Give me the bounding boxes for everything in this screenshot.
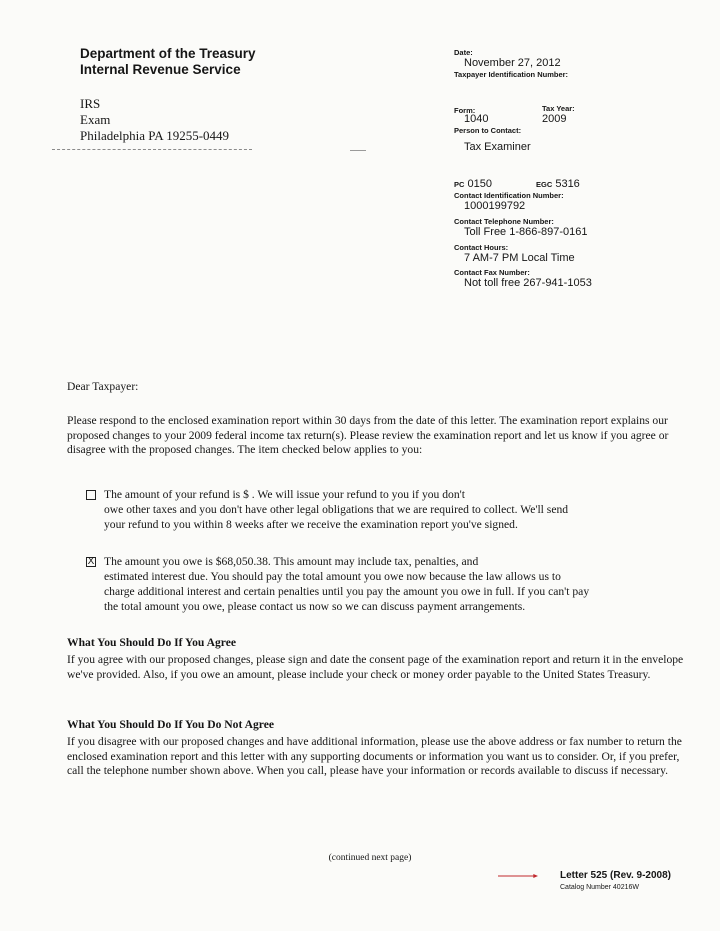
phone-label: Contact Telephone Number: (454, 217, 554, 226)
intro-text: Please respond to the enclosed examination report within 30 days from the date of this letter. The examination report explains our proposed changes to your 2009 federal income tax return(s). Please review the examination report and let us know if you agree or disagree with the proposed changes. The item checked below applies to you: (67, 414, 669, 457)
sender-department-block (80, 46, 256, 78)
person-label: Person to Contact: (454, 126, 522, 135)
sender-address (80, 96, 229, 144)
refund-checkbox (86, 490, 96, 500)
date-value: November 27, 2012 (464, 57, 561, 69)
tin-label: Taxpayer Identification Number: (454, 70, 569, 79)
hours-label: Contact Hours: (454, 243, 509, 252)
owed-option-line1: The amount you owe is $68,050.38. This amount may include tax, penalties, and (104, 555, 479, 568)
department-name: Department of the Treasury (80, 46, 256, 61)
pc-label: PC (454, 180, 465, 189)
agree-heading: What You Should Do If You Agree (67, 636, 237, 649)
refund-option-line2: owe other taxes and you don't have other legal obligations that we are required to collect. We'll send (104, 503, 569, 516)
catalog-number: Catalog Number 40216W (560, 884, 639, 891)
scan-artifact-mark (350, 150, 366, 151)
disagree-heading: What You Should Do If You Do Not Agree (67, 718, 274, 731)
address-line-3: Philadelphia PA 19255-0449 (80, 128, 230, 143)
letter-number: Letter 525 (Rev. 9-2008) (560, 870, 671, 881)
address-line-1: IRS (80, 96, 101, 111)
owed-option-line4: the total amount you owe, please contact us now so we can discuss payment arrangements. (104, 600, 526, 613)
contact-id-value: 1000199792 (464, 200, 526, 212)
phone-value: Toll Free 1-866-897-0161 (464, 226, 588, 238)
fax-label: Contact Fax Number: (454, 268, 530, 277)
tax-year-value: 2009 (542, 113, 567, 125)
egc-value: 5316 (555, 178, 580, 190)
person-value: Tax Examiner (464, 141, 531, 153)
contact-id-label: Contact Identification Number: (454, 191, 564, 200)
tax-year-label: Tax Year: (542, 104, 575, 113)
owed-option-line3: charge additional interest and certain penalties until you pay the amount you owe in full. If you can't pay (104, 585, 590, 598)
date-label: Date: (454, 48, 473, 57)
continued-note: (continued next page) (328, 853, 412, 863)
agree-text: If you agree with our proposed changes, please sign and date the consent page of the examination report and return it in the envelope we've provided. Also, if you owe an amount, please include your check or money order payable to the United States Treasury. (67, 653, 684, 681)
refund-option-line1: The amount of your refund is $ . We will issue your refund to you if you don't (104, 488, 465, 501)
refund-option-line3: your refund to you within 8 weeks after we receive the examination report you've signed. (104, 518, 518, 531)
disagree-paragraph (67, 735, 691, 779)
scan-artifact-line (52, 149, 252, 150)
date-field (454, 48, 704, 79)
intro-paragraph (67, 414, 691, 458)
fax-value: Not toll free 267-941-1053 (464, 277, 592, 289)
amount-owed-checkbox: X (87, 556, 95, 567)
form-tax-year-field (454, 104, 704, 154)
pc-egc-field (454, 178, 704, 290)
form-value: 1040 (464, 113, 489, 125)
owed-option-line2: estimated interest due. You should pay the total amount you owe now because the law allows us to (104, 570, 561, 583)
hours-value: 7 AM-7 PM Local Time (464, 252, 575, 264)
egc-label: EGC (536, 180, 553, 189)
disagree-text: If you disagree with our proposed changes and have additional information, please use the above address or fax number to return the enclosed examination report and this letter with any supporting documents or information you want us to consider. Or, if you prefer, call the telephone number shown above. When you call, please have your information or records available to discuss if necessary. (67, 735, 682, 778)
form-label: Form: (454, 106, 476, 115)
agree-paragraph (67, 653, 691, 682)
pc-value: 0150 (467, 178, 492, 190)
red-arrow-icon (488, 874, 548, 878)
salutation: Dear Taxpayer: (67, 380, 139, 393)
address-line-2: Exam (80, 112, 111, 127)
service-name: Internal Revenue Service (80, 62, 241, 77)
